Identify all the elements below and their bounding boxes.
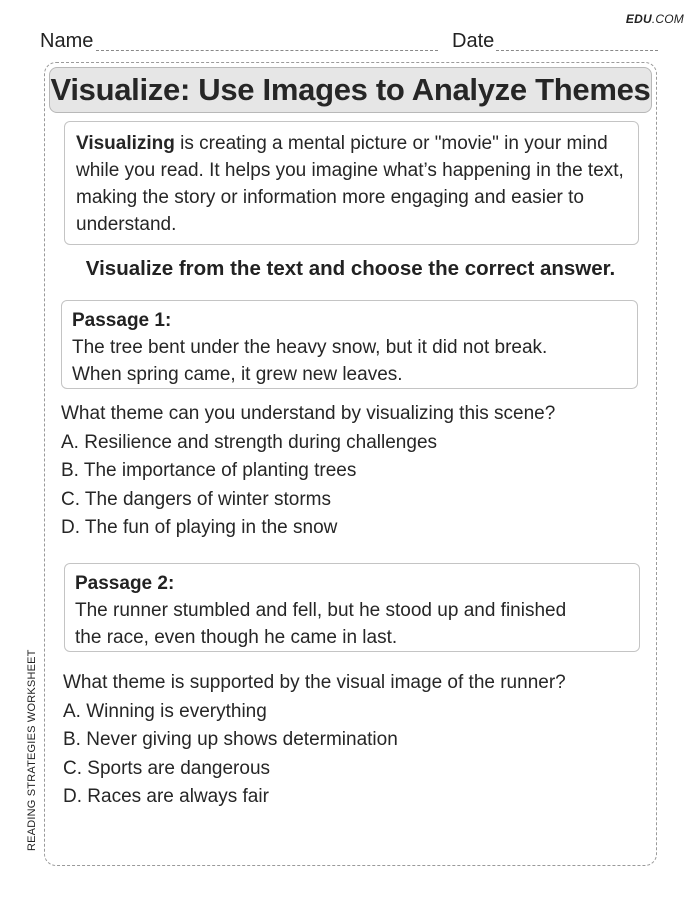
- answer-option[interactable]: B. Never giving up shows determination: [63, 729, 398, 750]
- question-stem: What theme can you understand by visualizing this scene?: [61, 403, 556, 424]
- answer-option[interactable]: C. Sports are dangerous: [63, 757, 271, 779]
- answer-option[interactable]: C. The dangers of winter storms: [61, 488, 331, 510]
- passage-line: When spring came, it grew new leaves.: [72, 364, 403, 385]
- answer-option[interactable]: A. Winning is everything: [63, 700, 267, 722]
- date-label: Date: [452, 30, 495, 52]
- name-date-row: [40, 30, 660, 54]
- worksheet-category-label: READING STRATEGIES WORKSHEET: [26, 649, 38, 851]
- passage-line: The runner stumbled and fell, but he stood up and finished: [75, 600, 567, 621]
- definition-box: [64, 121, 639, 245]
- passage-line: The tree bent under the heavy snow, but it did not break.: [72, 337, 548, 358]
- name-label: Name: [40, 30, 94, 52]
- title-bar: [49, 67, 652, 113]
- definition-text: [76, 130, 628, 238]
- brand-logo-bold: EDU: [625, 12, 652, 26]
- passage-line: the race, even though he came in last.: [75, 627, 398, 648]
- answer-option[interactable]: D. The fun of playing in the snow: [61, 517, 338, 538]
- answer-option[interactable]: A. Resilience and strength during challenges: [61, 431, 438, 453]
- answer-option[interactable]: B. The importance of planting trees: [61, 460, 357, 481]
- date-field-line[interactable]: [496, 50, 658, 51]
- question-stem: What theme is supported by the visual image of the runner?: [63, 672, 566, 693]
- definition-term: Visualizing: [76, 133, 175, 154]
- brand-logo: [626, 12, 684, 26]
- worksheet-panel: [44, 62, 657, 866]
- answer-option[interactable]: D. Races are always fair: [63, 786, 269, 807]
- passage-box-2: [64, 563, 640, 652]
- question-2: [63, 669, 653, 812]
- question-1: [61, 400, 651, 543]
- brand-logo-rest: .COM: [651, 12, 684, 26]
- name-field-line[interactable]: [96, 50, 438, 51]
- definition-body: is creating a mental picture or "movie" in your mind while you read. It helps you imagine what’s happening in the text, making the story or information more engaging and easier to understand.: [76, 133, 624, 235]
- passage-box-1: [61, 300, 638, 389]
- passage-title: Passage 1:: [72, 310, 172, 331]
- instruction-text: Visualize from the text and choose the correct answer.: [85, 257, 616, 280]
- worksheet-title: Visualize: Use Images to Analyze Themes: [50, 72, 651, 107]
- passage-title: Passage 2:: [75, 573, 175, 594]
